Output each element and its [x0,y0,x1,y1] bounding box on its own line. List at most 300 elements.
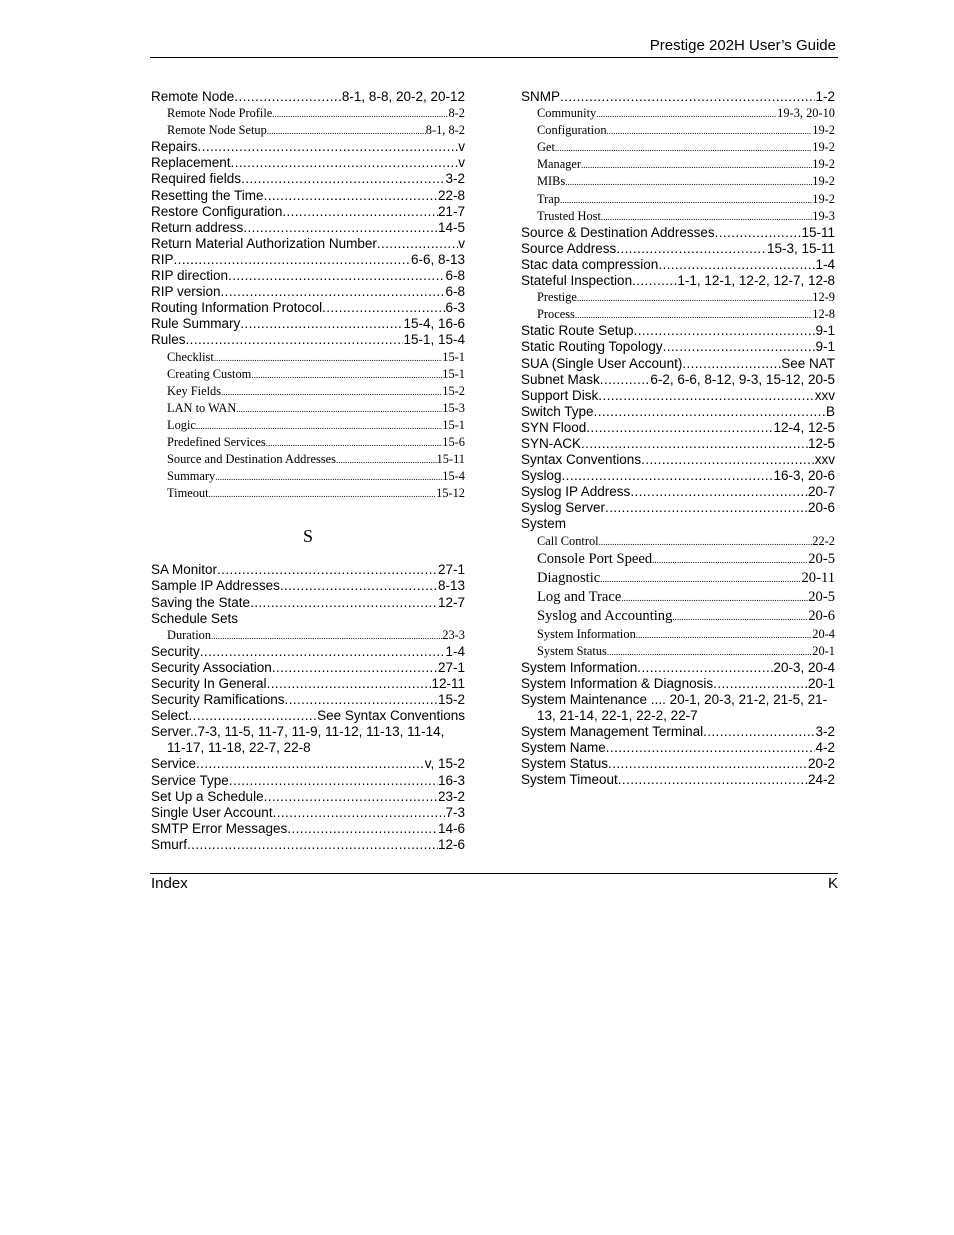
entry-pages: 14-5 [437,219,465,235]
index-subentry [521,289,835,306]
index-subentry [151,383,465,400]
index-entry [521,420,835,436]
entry-pages: 15-1 [442,366,465,381]
index-subentry [151,122,465,139]
entry-pages: 16-3 [437,772,465,788]
dot-leader [682,356,781,372]
dot-leader [280,578,438,594]
index-entry [151,284,465,300]
entry-pages: 15-1 [442,349,465,364]
entry-term: Rules [151,332,186,348]
entry-term: RIP version [151,284,221,300]
entry-term: SYN-ACK [521,435,582,451]
entry-pages: 6-6, 8-13 [410,251,465,267]
entry-term: Stac data compression [521,256,659,272]
index-entry [521,452,835,468]
entry-pages: 19-2 [812,174,835,189]
dot-leader [581,436,808,452]
entry-term: SA Monitor [151,562,218,578]
dot-leader [267,122,426,139]
entry-term: Logic [167,417,196,432]
index-subentry [521,643,835,660]
dot-leader [229,773,438,789]
entry-term: Remote Node Profile [167,106,273,121]
dot-leader [200,644,446,660]
entry-pages: 12-5 [807,435,835,451]
entry-pages: 1-2 [815,89,835,104]
entry-pages: 12-11 [431,676,465,691]
entry-term: System Status [521,756,609,772]
index-entry [151,805,465,821]
entry-term: Routing Information Protocol [151,300,323,316]
index-entry [151,578,465,594]
index-entry [151,821,465,837]
entry-pages: 14-6 [437,820,465,836]
dot-leader [560,191,812,208]
index-subentry [521,607,835,626]
dot-leader [607,122,813,139]
entry-term: Restore Configuration [151,203,283,219]
entry-term: Syslog IP Address [521,484,631,500]
dot-leader [198,139,459,155]
entry-term: Switch Type [521,403,594,419]
entry-term: Service Type [151,772,229,788]
entry-pages: 6-8 [445,268,465,284]
entry-pages: v [458,235,465,251]
entry-pages: v, 15-2 [424,756,465,772]
entry-term: Trap [537,191,560,206]
entry-term: Saving the State [151,594,251,610]
entry-term: Security In General [151,676,267,691]
entry-pages: 15-4, 16-6 [403,316,465,332]
index-entry [151,676,465,692]
dot-leader [221,284,446,300]
dot-leader [713,676,808,692]
index-subentry [521,105,835,122]
entry-pages: 15-2 [437,692,465,708]
index-entry [151,660,465,676]
index-entry [151,789,465,805]
entry-term: Log and Trace [537,588,622,605]
entry-pages: 22-8 [437,187,465,203]
index-entry [151,756,465,772]
entry-term: Process [537,307,575,322]
entry-pages: 20-6 [808,607,835,624]
entry-pages: 12-4, 12-5 [773,419,835,435]
index-subentry [151,485,465,502]
index-subentry [151,349,465,366]
dot-leader [637,660,773,676]
entry-term: LAN to WAN [167,400,237,415]
dot-leader [196,417,442,434]
dot-leader [189,708,318,724]
entry-pages: 12-6 [437,836,465,852]
index-subentry [151,400,465,417]
entry-term: SUA (Single User Account) [521,355,683,371]
dot-leader [287,821,438,837]
entry-pages: 4-2 [815,740,835,756]
entry-pages: 16-3, 20-6 [773,468,835,484]
dot-leader [581,156,812,173]
dot-leader [560,89,815,105]
entry-term: System Status [537,643,607,658]
index-entry [521,273,835,289]
index-entry [521,436,835,452]
entry-term: Summary [167,469,216,484]
entry-term: Return Material Authorization Number [151,235,377,251]
dot-leader [336,451,437,468]
entry-pages: 20-2 [807,756,835,772]
dot-leader [715,225,802,241]
entry-term: System Information [537,626,636,641]
dot-leader [272,660,438,676]
dot-leader [174,252,411,268]
index-entry [521,740,835,756]
index-entry [521,676,835,692]
entry-pages: xxv [814,452,835,468]
dot-leader [586,420,773,436]
index-entry [151,300,465,316]
entry-pages: 19-3 [812,208,835,223]
dot-leader [267,676,432,692]
entry-pages: 15-3 [442,400,465,415]
index-entry [151,837,465,853]
entry-term: System Timeout [521,772,618,788]
entry-term: Prestige [537,290,577,305]
entry-term: Resetting the Time [151,187,264,203]
entry-term: System Management Terminal [521,724,704,740]
entry-pages: 20-11 [801,569,835,586]
index-subentry [521,208,835,225]
index-entry [521,660,835,676]
entry-term: Manager [537,157,582,172]
index-entry [151,595,465,611]
entry-term: Rule Summary [151,316,241,332]
entry-pages: 20-4 [812,626,835,641]
dot-leader [658,257,815,273]
dot-leader [282,204,438,220]
dot-leader [266,434,443,451]
index-entry [151,139,465,155]
entry-term: Syntax Conventions [521,452,642,468]
index-entry-multiline: Server..7-3, 11-5, 11-7, 11-9, 11-12, 11-13, 11-14, 11-17, 11-18, 22-7, 22-8 [151,724,445,756]
entry-term: Source & Destination Addresses [521,224,715,240]
index-subentry [151,366,465,383]
dot-leader [250,595,438,611]
dot-leader [264,789,438,805]
dot-leader [630,484,808,500]
index-entry [521,372,835,388]
index-subentry [521,156,835,173]
footer-page-letter: K [827,875,838,892]
index-entry [151,220,465,236]
dot-leader [600,372,651,388]
dot-leader [196,756,425,772]
entry-pages: 3-2 [445,171,465,187]
entry-term: Remote Node Setup [167,123,267,138]
dot-leader [636,626,813,643]
entry-term: Syslog [521,468,562,484]
entry-term: Community [537,106,597,121]
entry-term: Replacement [151,155,231,171]
index-entry [521,404,835,420]
entry-pages: 20-1 [812,643,835,658]
entry-pages: 9-1 [815,323,835,339]
dot-leader [575,306,812,323]
dot-leader [236,400,442,417]
index-subentry [151,417,465,434]
entry-term: Syslog Server [521,500,606,516]
entry-pages: See Syntax Conventions [317,708,465,724]
index-entry [151,332,465,348]
entry-pages: 19-2 [812,191,835,206]
dot-leader [234,89,342,105]
entry-term: Duration [167,627,212,642]
dot-leader [264,188,438,204]
index-entry [151,236,465,252]
entry-term: System Information [521,659,638,675]
index-subentry [151,434,465,451]
entry-term: Security Association [151,659,272,675]
footer-rule [150,873,838,874]
entry-pages: 15-11 [436,452,465,467]
dot-leader [634,323,816,339]
entry-pages: 9-1 [815,339,835,355]
entry-term: System Name [521,740,606,756]
entry-pages: 15-1, 15-4 [403,332,465,348]
entry-pages: v [458,155,465,171]
index-entry [151,155,465,171]
entry-pages: 8-1, 8-2 [425,123,465,138]
entry-pages: 3-2 [815,724,835,740]
entry-term: Required fields [151,171,242,187]
entry-term: Set Up a Schedule [151,788,264,804]
index-subentry [521,139,835,156]
dot-leader [221,383,442,400]
entry-term: Timeout [167,486,209,501]
running-header-title: Prestige 202H User’s Guide [649,37,836,54]
index-subentry [521,533,835,550]
dot-leader [598,388,814,404]
dot-leader [211,627,442,644]
entry-term: Stateful Inspection [521,273,633,289]
entry-pages: 6-8 [445,284,465,300]
index-subentry [151,451,465,468]
entry-term: Static Route Setup [521,323,634,339]
index-subentry [521,306,835,323]
entry-term: Return address [151,219,244,235]
entry-pages: 6-3 [445,300,465,316]
dot-leader [672,607,808,626]
entry-pages: 22-2 [812,533,835,548]
index-subentry [521,626,835,643]
index-entry [521,257,835,273]
header-rule [150,57,838,58]
entry-pages: 21-7 [437,203,465,219]
entry-term: Call Control [537,533,599,548]
index-entry [521,500,835,516]
dot-leader [565,173,812,190]
entry-term: Static Routing Topology [521,339,663,355]
index-entry [521,89,835,105]
entry-pages: 20-6 [807,500,835,516]
index-subentry [151,105,465,122]
dot-leader [605,500,808,516]
index-subentry [521,569,835,588]
entry-term: Source Address [521,240,617,256]
dot-leader [272,105,448,122]
index-entry [521,225,835,241]
dot-leader [243,220,438,236]
entry-pages: 23-3 [442,627,465,642]
entry-pages: 15-4 [442,469,465,484]
entry-pages: 20-3, 20-4 [773,659,835,675]
entry-term: Creating Custom [167,366,252,381]
entry-term: Single User Account [151,804,273,820]
entry-term: Support Disk [521,387,599,403]
index-column-left [151,89,465,853]
index-subentry [151,627,465,644]
index-entry [151,708,465,724]
entry-term: Remote Node [151,89,235,104]
entry-term: SMTP Error Messages [151,820,288,836]
entry-term: Key Fields [167,383,222,398]
index-entry-multiline: System Maintenance .... 20-1, 20-3, 21-2, 21-5, 21-13, 21-14, 22-1, 22-2, 22-7 [521,692,828,724]
entry-pages: 8-1, 8-8, 20-2, 20-12 [341,89,465,104]
entry-term: Service [151,756,197,772]
index-entry [521,484,835,500]
entry-pages: 12-8 [812,307,835,322]
dot-leader [285,692,438,708]
entry-pages: 20-5 [808,588,835,605]
entry-term: Diagnostic [537,569,601,586]
dot-leader [606,740,816,756]
index-entry [521,468,835,484]
index-entry [151,644,465,660]
dot-leader [215,468,442,485]
dot-leader [641,452,815,468]
entry-pages: 7-3 [445,804,465,820]
dot-leader [599,533,813,550]
index-entry [151,188,465,204]
dot-leader [251,366,442,383]
dot-leader [231,155,459,171]
entry-term: Select [151,708,189,724]
entry-term: Sample IP Addresses [151,578,280,594]
index-entry [521,339,835,355]
entry-pages: 20-1 [807,675,835,691]
entry-pages: 19-3, 20-10 [777,106,835,121]
entry-pages: 8-13 [437,578,465,594]
entry-pages: 1-4 [445,643,465,659]
index-entry [151,171,465,187]
index-entry [151,562,465,578]
entry-pages: 19-2 [812,140,835,155]
index-entry [151,89,465,105]
entry-pages: 6-2, 6-6, 8-12, 9-3, 15-12, 20-5 [650,371,835,387]
index-subentry [521,588,835,607]
index-entry [521,756,835,772]
entry-term: Source and Destination Addresses [167,452,336,467]
entry-pages: v [458,139,465,155]
entry-pages: 27-1 [437,562,465,578]
entry-term: Get [537,140,555,155]
entry-pages: See NAT [781,355,835,371]
dot-leader [240,316,403,332]
entry-term: Checklist [167,349,214,364]
dot-leader [209,485,437,502]
dot-leader [577,289,812,306]
index-entry [521,772,835,788]
index-entry [151,773,465,789]
dot-leader [322,300,445,316]
entry-pages: 1-1, 12-1, 12-2, 12-7, 12-8 [677,273,835,289]
dot-leader [555,139,812,156]
entry-pages: 15-2 [442,383,465,398]
index-entry [521,724,835,740]
entry-pages: 19-2 [812,123,835,138]
index-entry [151,268,465,284]
index-subentry [521,122,835,139]
dot-leader [621,588,808,607]
index-entry-heading: System [521,516,567,532]
index-entry [521,323,835,339]
section-letter: S [302,526,313,547]
entry-term: SYN Flood [521,419,587,435]
index-entry [521,388,835,404]
dot-leader [652,550,808,569]
entry-term: Trusted Host [537,208,601,223]
entry-pages: 15-3, 15-11 [766,240,835,256]
entry-pages: B [825,403,835,419]
entry-pages: 27-1 [437,659,465,675]
dot-leader [186,332,404,348]
entry-term: Repairs [151,139,198,155]
entry-pages: 20-5 [808,550,835,567]
index-subentry [521,191,835,208]
index-subentry [521,173,835,190]
index-entry [151,252,465,268]
dot-leader [601,208,812,225]
entry-pages: 23-2 [437,788,465,804]
dot-leader [562,468,774,484]
entry-term: Subnet Mask [521,371,600,387]
index-entry [151,316,465,332]
entry-pages: 8-2 [448,106,465,121]
dot-leader [228,268,445,284]
entry-term: MIBs [537,174,566,189]
entry-term: Security [151,643,200,659]
entry-term: RIP direction [151,268,229,284]
entry-term: Smurf [151,836,188,852]
dot-leader [596,105,777,122]
entry-pages: 12-9 [812,290,835,305]
index-subentry [521,550,835,569]
index-column-right [521,89,835,789]
entry-pages: 15-12 [436,486,465,501]
dot-leader [607,643,812,660]
entry-term: Configuration [537,123,607,138]
entry-term: Security Ramifications [151,692,285,708]
dot-leader [600,569,801,588]
dot-leader [241,171,445,187]
index-entry [151,204,465,220]
index-entry [521,241,835,257]
index-entry [521,356,835,372]
entry-pages: 19-2 [812,157,835,172]
index-entry-heading: Schedule Sets [151,610,239,626]
entry-pages: 15-1 [442,417,465,432]
